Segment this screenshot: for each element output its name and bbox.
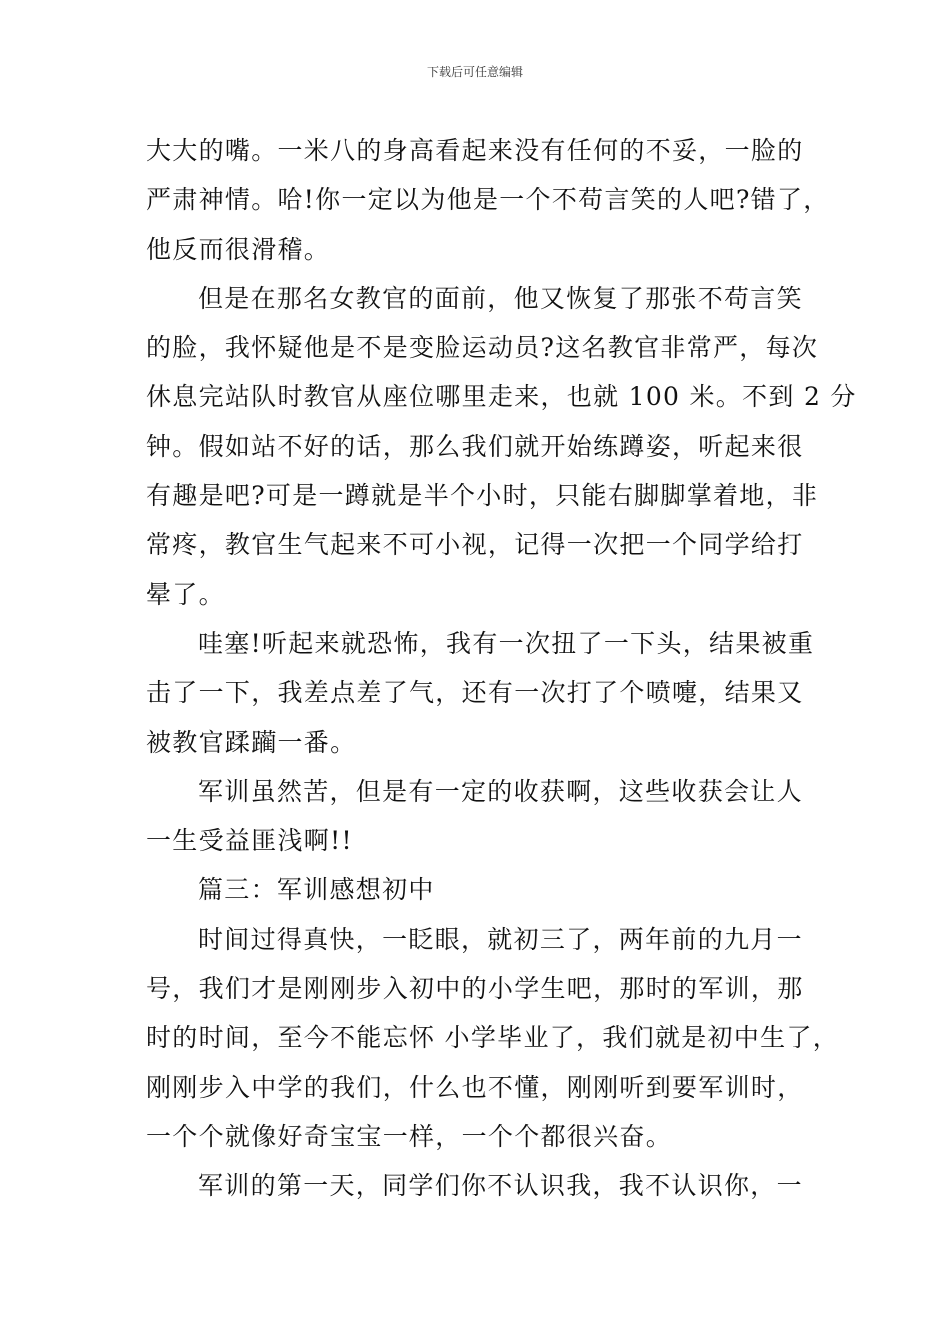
text-line: 钟。假如站不好的话，那么我们就开始练蹲姿，听起来很 <box>146 431 804 461</box>
text-line: 常疼，教官生气起来不可小视，记得一次把一个同学给打 <box>146 530 804 560</box>
text-line: 大大的嘴。一米八的身高看起来没有任何的不妥，一脸的 <box>146 136 804 165</box>
text-line: 一生受益匪浅啊!! <box>146 826 353 856</box>
text-line: 有趣是吧?可是一蹲就是半个小时，只能右脚脚掌着地，非 <box>146 481 819 511</box>
text-line: 刚刚步入中学的我们，什么也不懂，刚刚听到要军训时， <box>146 1072 804 1102</box>
paragraph-6 <box>146 1161 828 1210</box>
document-body <box>146 126 857 1211</box>
text-line: 哇塞!听起来就恐怖，我有一次扭了一下头，结果被重 <box>198 628 815 658</box>
section-heading <box>146 865 828 914</box>
text-line: 严肃神情。哈!你一定以为他是一个不苟言笑的人吧?错了， <box>146 185 830 215</box>
text-line: 他反而很滑稽。 <box>146 234 331 264</box>
text-line: 军训虽然苦，但是有一定的收获啊，这些收获会让人 <box>198 776 803 806</box>
paragraph-2 <box>146 274 857 619</box>
paragraph-3 <box>146 619 828 767</box>
text-line: 晕了。 <box>146 579 225 609</box>
paragraph-1 <box>146 126 828 274</box>
text-line: 休息完站队时教官从座位哪里走来，也就 100 米。不到 2 分 <box>146 382 857 412</box>
page-header: 下载后可任意编辑 <box>426 65 523 79</box>
text-line: 时间过得真快，一眨眼，就初三了，两年前的九月一 <box>198 924 803 954</box>
text-line: 击了一下，我差点差了气，还有一次打了个喷嚏，结果又 <box>146 678 804 708</box>
text-line: 军训的第一天，同学们你不认识我，我不认识你，一 <box>198 1171 803 1201</box>
text-line: 时的时间，至今不能忘怀 小学毕业了，我们就是初中生了， <box>146 1023 840 1053</box>
text-line: 一个个就像好奇宝宝一样，一个个都很兴奋。 <box>146 1121 673 1151</box>
paragraph-4 <box>146 767 828 866</box>
text-line: 号，我们才是刚刚步入初中的小学生吧，那时的军训，那 <box>146 974 804 1004</box>
heading-line: 篇三：军训感想初中 <box>198 875 435 905</box>
text-line: 但是在那名女教官的面前，他又恢复了那张不苟言笑 <box>198 283 803 313</box>
text-line: 被教官蹂躏一番。 <box>146 727 357 757</box>
text-line: 的脸，我怀疑他是不是变脸运动员?这名教官非常严，每次 <box>146 333 819 363</box>
paragraph-5 <box>146 915 840 1161</box>
